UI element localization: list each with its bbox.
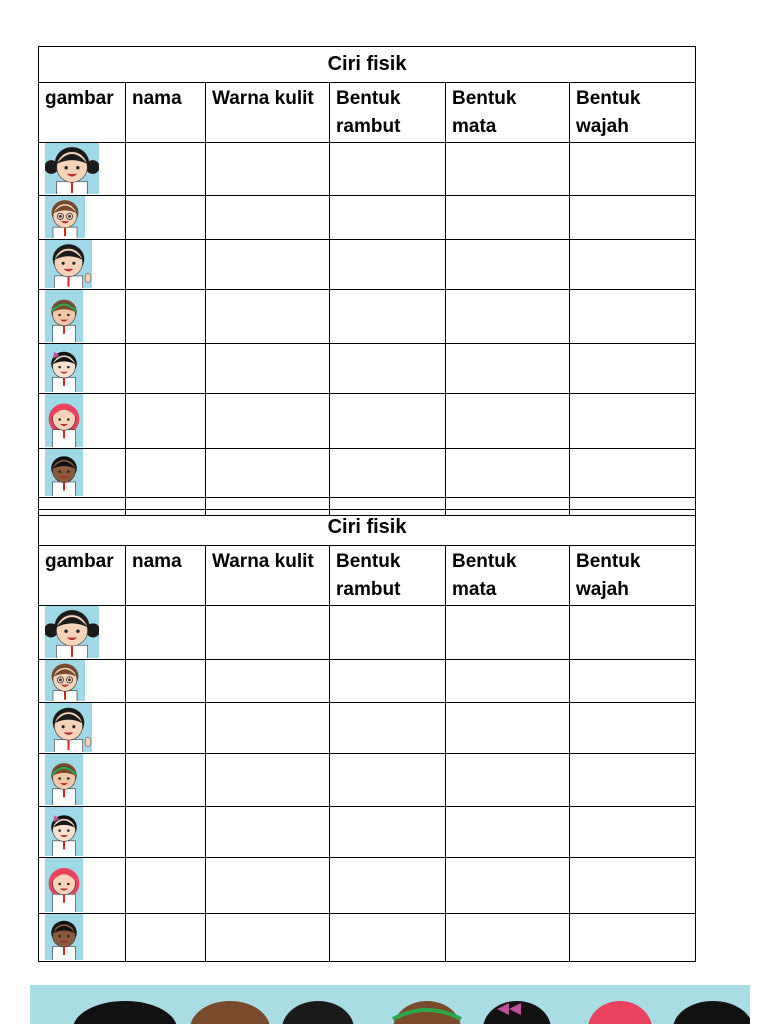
bentuk-wajah-cell[interactable] [570, 240, 696, 290]
bentuk-wajah-cell[interactable] [570, 754, 696, 807]
boy-curly-icon [45, 914, 83, 960]
bentuk-rambut-cell[interactable] [330, 240, 446, 290]
bentuk-mata-cell[interactable] [446, 807, 570, 858]
table-row [39, 143, 696, 196]
warna-kulit-cell[interactable] [206, 143, 330, 196]
boy-waving-icon [45, 240, 92, 288]
bentuk-wajah-cell[interactable] [570, 807, 696, 858]
header-bentuk-rambut: Bentuk rambut [330, 546, 446, 606]
bentuk-mata-cell[interactable] [446, 606, 570, 660]
bentuk-rambut-cell[interactable] [330, 344, 446, 394]
bentuk-rambut-cell[interactable] [330, 858, 446, 914]
nama-cell[interactable] [126, 754, 206, 807]
nama-cell[interactable] [126, 196, 206, 240]
photo-cell [39, 344, 126, 394]
banner-character-head-icon [673, 1001, 750, 1024]
boy-glasses-icon [45, 196, 85, 238]
photo-cell [39, 914, 126, 962]
warna-kulit-cell[interactable] [206, 394, 330, 449]
photo-cell [39, 196, 126, 240]
header-gambar: gambar [39, 546, 126, 606]
warna-kulit-cell[interactable] [206, 240, 330, 290]
nama-cell[interactable] [126, 290, 206, 344]
nama-cell[interactable] [126, 660, 206, 703]
header-row [39, 83, 696, 143]
table-row [39, 240, 696, 290]
characters-banner [30, 985, 750, 1024]
girl-hijab-icon [45, 858, 83, 912]
photo-cell [39, 606, 126, 660]
nama-cell[interactable] [126, 858, 206, 914]
table-row [39, 394, 696, 449]
header-nama: nama [126, 83, 206, 143]
bentuk-wajah-cell[interactable] [570, 660, 696, 703]
bentuk-wajah-cell[interactable] [570, 606, 696, 660]
table-row [39, 290, 696, 344]
photo-cell [39, 290, 126, 344]
bentuk-rambut-cell[interactable] [330, 703, 446, 754]
nama-cell[interactable] [126, 143, 206, 196]
header-bentuk-rambut: Bentuk rambut [330, 83, 446, 143]
bentuk-mata-cell[interactable] [446, 394, 570, 449]
header-bentuk-mata: Bentuk mata [446, 546, 570, 606]
nama-cell[interactable] [126, 914, 206, 962]
table-row [39, 703, 696, 754]
warna-kulit-cell[interactable] [206, 754, 330, 807]
girl-headband-icon [45, 290, 83, 342]
header-warna-kulit: Warna kulit [206, 83, 330, 143]
banner-character-head-icon [282, 1001, 354, 1024]
bentuk-wajah-cell[interactable] [570, 196, 696, 240]
ciri-fisik-table-2 [38, 509, 696, 962]
banner-character-head-icon [588, 1001, 652, 1024]
warna-kulit-cell[interactable] [206, 858, 330, 914]
warna-kulit-cell[interactable] [206, 807, 330, 858]
table-row [39, 606, 696, 660]
table-block-2 [38, 509, 695, 962]
bentuk-mata-cell[interactable] [446, 858, 570, 914]
warna-kulit-cell[interactable] [206, 449, 330, 498]
bentuk-wajah-cell[interactable] [570, 344, 696, 394]
bentuk-wajah-cell[interactable] [570, 703, 696, 754]
table-row [39, 754, 696, 807]
table-row [39, 449, 696, 498]
boy-waving-icon [45, 703, 92, 752]
nama-cell[interactable] [126, 703, 206, 754]
bentuk-mata-cell[interactable] [446, 660, 570, 703]
girl-hijab-icon [45, 394, 83, 447]
warna-kulit-cell[interactable] [206, 196, 330, 240]
table-row [39, 858, 696, 914]
table-row [39, 196, 696, 240]
photo-cell [39, 660, 126, 703]
header-nama: nama [126, 546, 206, 606]
bentuk-rambut-cell[interactable] [330, 754, 446, 807]
header-row [39, 546, 696, 606]
bentuk-rambut-cell[interactable] [330, 914, 446, 962]
bentuk-wajah-cell[interactable] [570, 858, 696, 914]
bentuk-mata-cell[interactable] [446, 240, 570, 290]
warna-kulit-cell[interactable] [206, 606, 330, 660]
bentuk-mata-cell[interactable] [446, 754, 570, 807]
girl-headband-icon [45, 754, 83, 805]
girl-pigtails-icon [45, 606, 99, 658]
bentuk-wajah-cell[interactable] [570, 449, 696, 498]
photo-cell [39, 394, 126, 449]
bentuk-rambut-cell[interactable] [330, 449, 446, 498]
header-warna-kulit: Warna kulit [206, 546, 330, 606]
photo-cell [39, 754, 126, 807]
characters-banner-art [30, 985, 750, 1024]
photo-cell [39, 703, 126, 754]
warna-kulit-cell[interactable] [206, 344, 330, 394]
bentuk-rambut-cell[interactable] [330, 143, 446, 196]
bentuk-mata-cell[interactable] [446, 143, 570, 196]
photo-cell [39, 240, 126, 290]
warna-kulit-cell[interactable] [206, 703, 330, 754]
header-bentuk-wajah: Bentuk wajah [570, 83, 696, 143]
bentuk-rambut-cell[interactable] [330, 807, 446, 858]
nama-cell[interactable] [126, 449, 206, 498]
bentuk-rambut-cell[interactable] [330, 606, 446, 660]
bentuk-rambut-cell[interactable] [330, 290, 446, 344]
warna-kulit-cell[interactable] [206, 914, 330, 962]
table-row [39, 807, 696, 858]
photo-cell [39, 143, 126, 196]
bentuk-mata-cell[interactable] [446, 703, 570, 754]
nama-cell[interactable] [126, 807, 206, 858]
nama-cell[interactable] [126, 240, 206, 290]
photo-cell [39, 449, 126, 498]
table-title: Ciri fisik [39, 510, 696, 546]
photo-cell [39, 858, 126, 914]
bentuk-rambut-cell[interactable] [330, 394, 446, 449]
girl-bow-icon [45, 807, 83, 856]
bentuk-rambut-cell[interactable] [330, 660, 446, 703]
girl-pigtails-icon [45, 143, 99, 194]
table-row [39, 660, 696, 703]
warna-kulit-cell[interactable] [206, 290, 330, 344]
bentuk-mata-cell[interactable] [446, 344, 570, 394]
banner-character-head-icon [190, 1001, 270, 1024]
nama-cell[interactable] [126, 344, 206, 394]
bentuk-rambut-cell[interactable] [330, 196, 446, 240]
header-gambar: gambar [39, 83, 126, 143]
boy-glasses-icon [45, 660, 85, 701]
bentuk-wajah-cell[interactable] [570, 143, 696, 196]
nama-cell[interactable] [126, 606, 206, 660]
warna-kulit-cell[interactable] [206, 660, 330, 703]
boy-curly-icon [45, 449, 83, 496]
girl-bow-icon [45, 344, 83, 392]
banner-character-head-icon [73, 1001, 177, 1024]
bentuk-wajah-cell[interactable] [570, 394, 696, 449]
photo-cell [39, 807, 126, 858]
table-title: Ciri fisik [39, 47, 696, 83]
header-bentuk-wajah: Bentuk wajah [570, 546, 696, 606]
ciri-fisik-table-1 [38, 46, 696, 516]
table-row [39, 914, 696, 962]
bentuk-mata-cell[interactable] [446, 449, 570, 498]
table-row [39, 344, 696, 394]
table-block-1 [38, 46, 695, 516]
bentuk-mata-cell[interactable] [446, 196, 570, 240]
bentuk-wajah-cell[interactable] [570, 290, 696, 344]
nama-cell[interactable] [126, 394, 206, 449]
bentuk-mata-cell[interactable] [446, 290, 570, 344]
header-bentuk-mata: Bentuk mata [446, 83, 570, 143]
bentuk-wajah-cell[interactable] [570, 914, 696, 962]
bentuk-mata-cell[interactable] [446, 914, 570, 962]
